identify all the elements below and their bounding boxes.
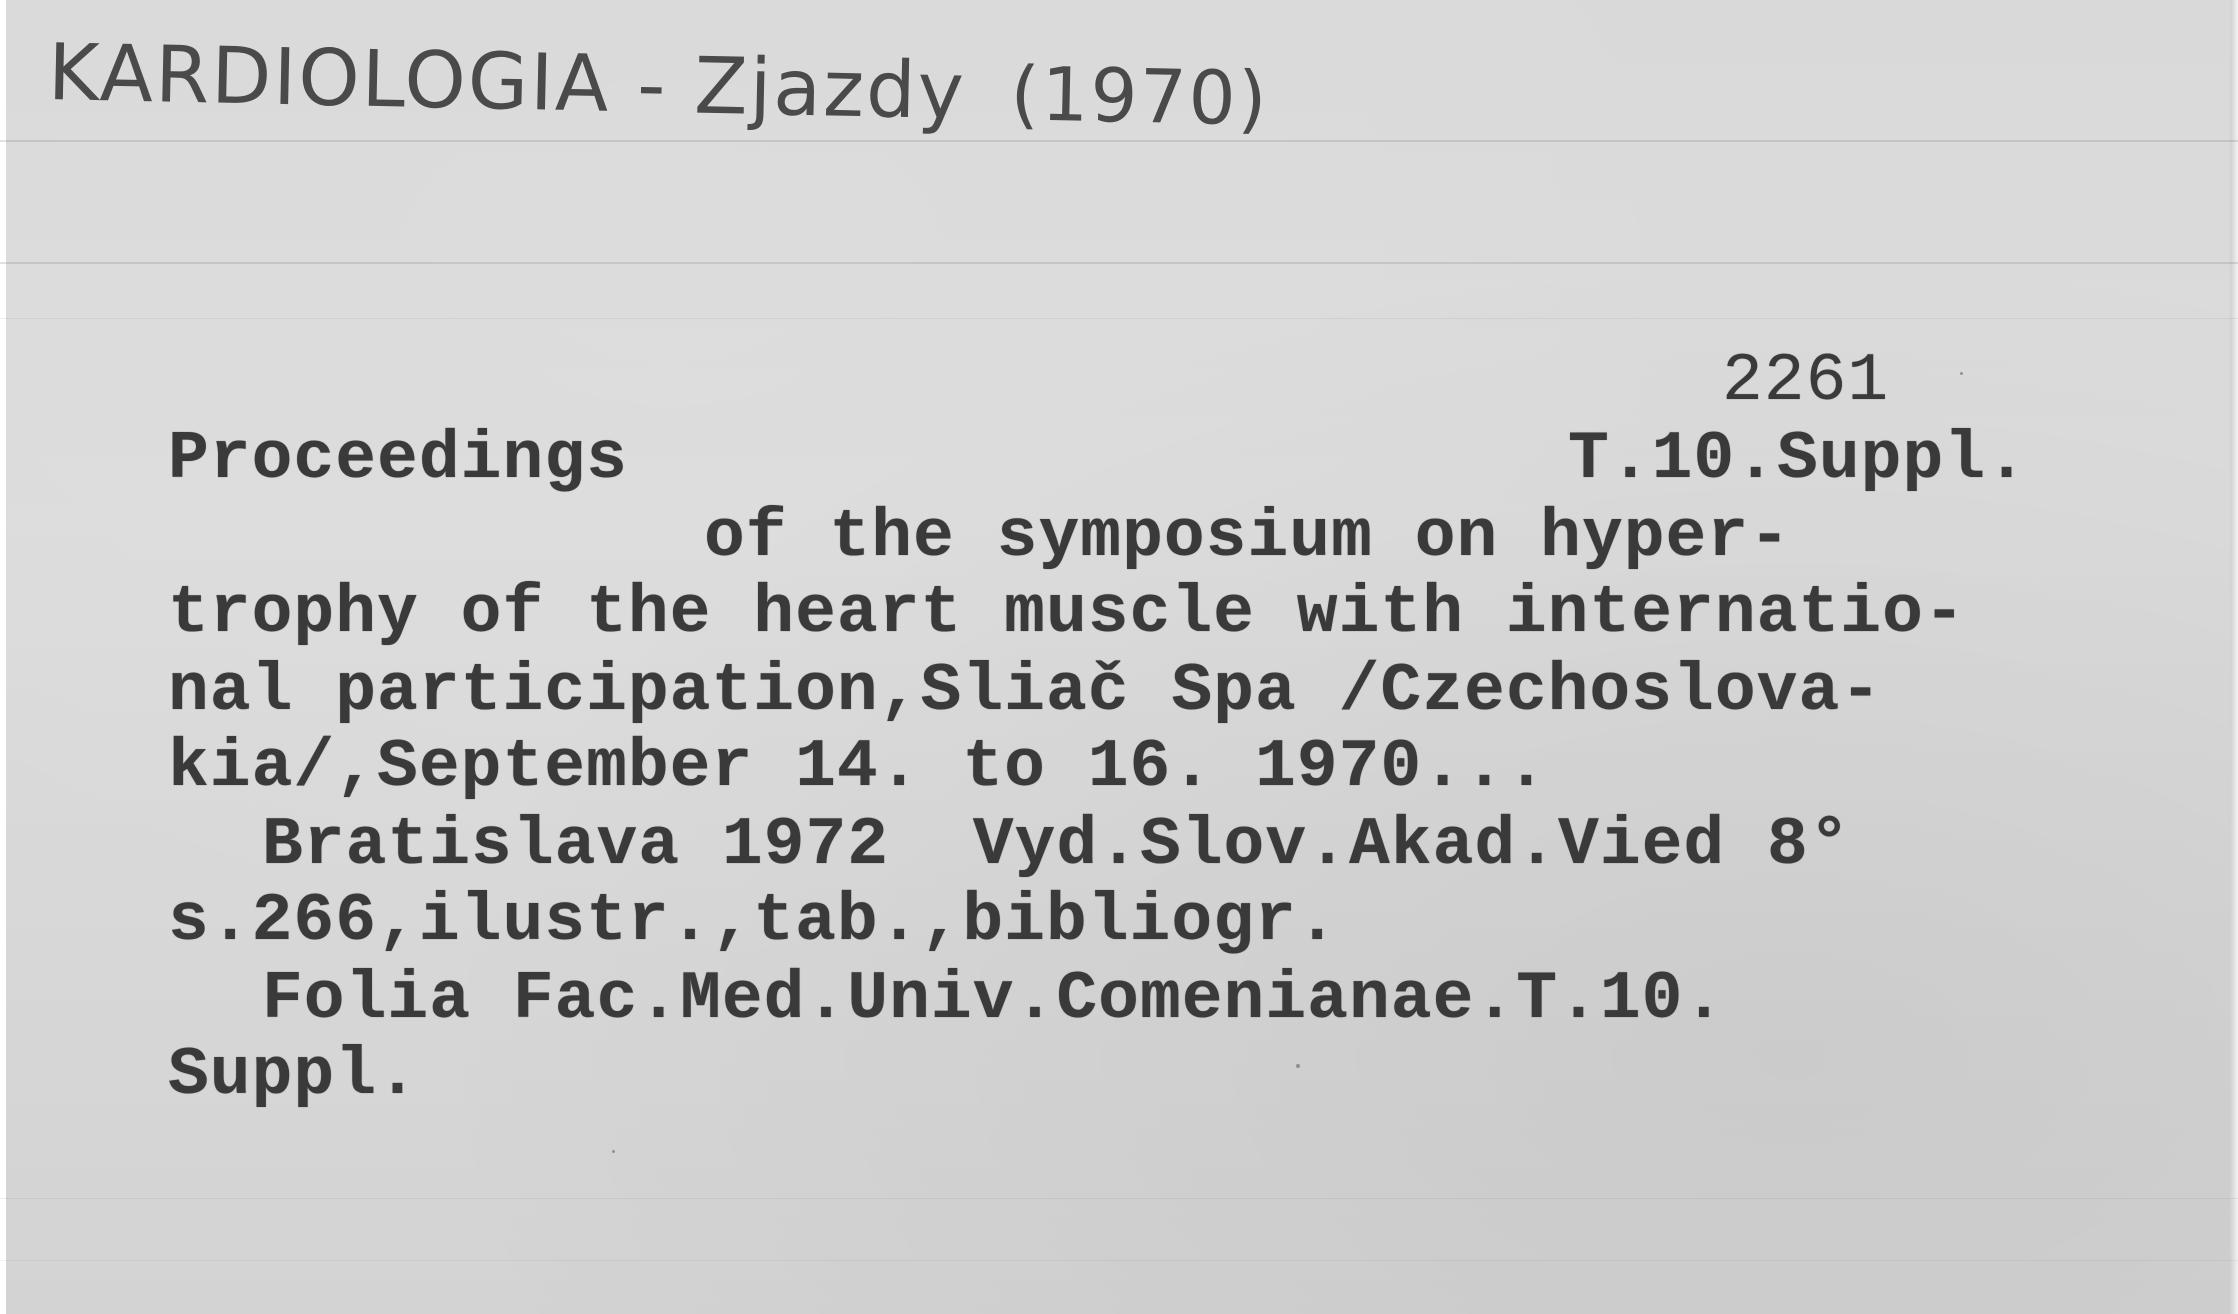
card-rule-line: [0, 262, 2238, 264]
title-word: Proceedings: [168, 421, 628, 498]
series-mark: T.10.Suppl.: [1568, 421, 2028, 498]
subject-heading: [47, 28, 1269, 144]
entry-line: trophy of the heart muscle with internatio-: [168, 575, 1966, 652]
card-rule-line: [0, 1198, 2238, 1199]
card-right-edge: [2230, 0, 2238, 1314]
paper-speck: [1296, 1064, 1300, 1068]
paper-speck: [612, 1150, 615, 1153]
paper-speck: [1960, 372, 1963, 375]
entry-line: nal participation,Sliač Spa /Czechoslova-: [168, 653, 1883, 730]
subject-heading-text: KARDIOLOGIA - Zjazdy: [47, 28, 967, 138]
collation-line: s.266,ilustr.,tab.,bibliogr.: [168, 883, 1339, 960]
series-line: Folia Fac.Med.Univ.Comenianae.T.10.: [262, 961, 1726, 1038]
entry-line: of the symposium on hyper-: [704, 499, 1791, 576]
imprint-line: Bratislava 1972 Vyd.Slov.Akad.Vied 8°: [262, 807, 1851, 884]
series-line: Suppl.: [168, 1037, 419, 1114]
subject-heading-year: (1970): [1009, 51, 1270, 143]
card-rule-line: [0, 1260, 2238, 1261]
card-left-edge: [0, 0, 6, 1314]
call-number: 2261: [1722, 343, 1890, 420]
entry-line: kia/,September 14. to 16. 1970...: [168, 729, 1548, 806]
card-rule-line: [0, 318, 2238, 319]
